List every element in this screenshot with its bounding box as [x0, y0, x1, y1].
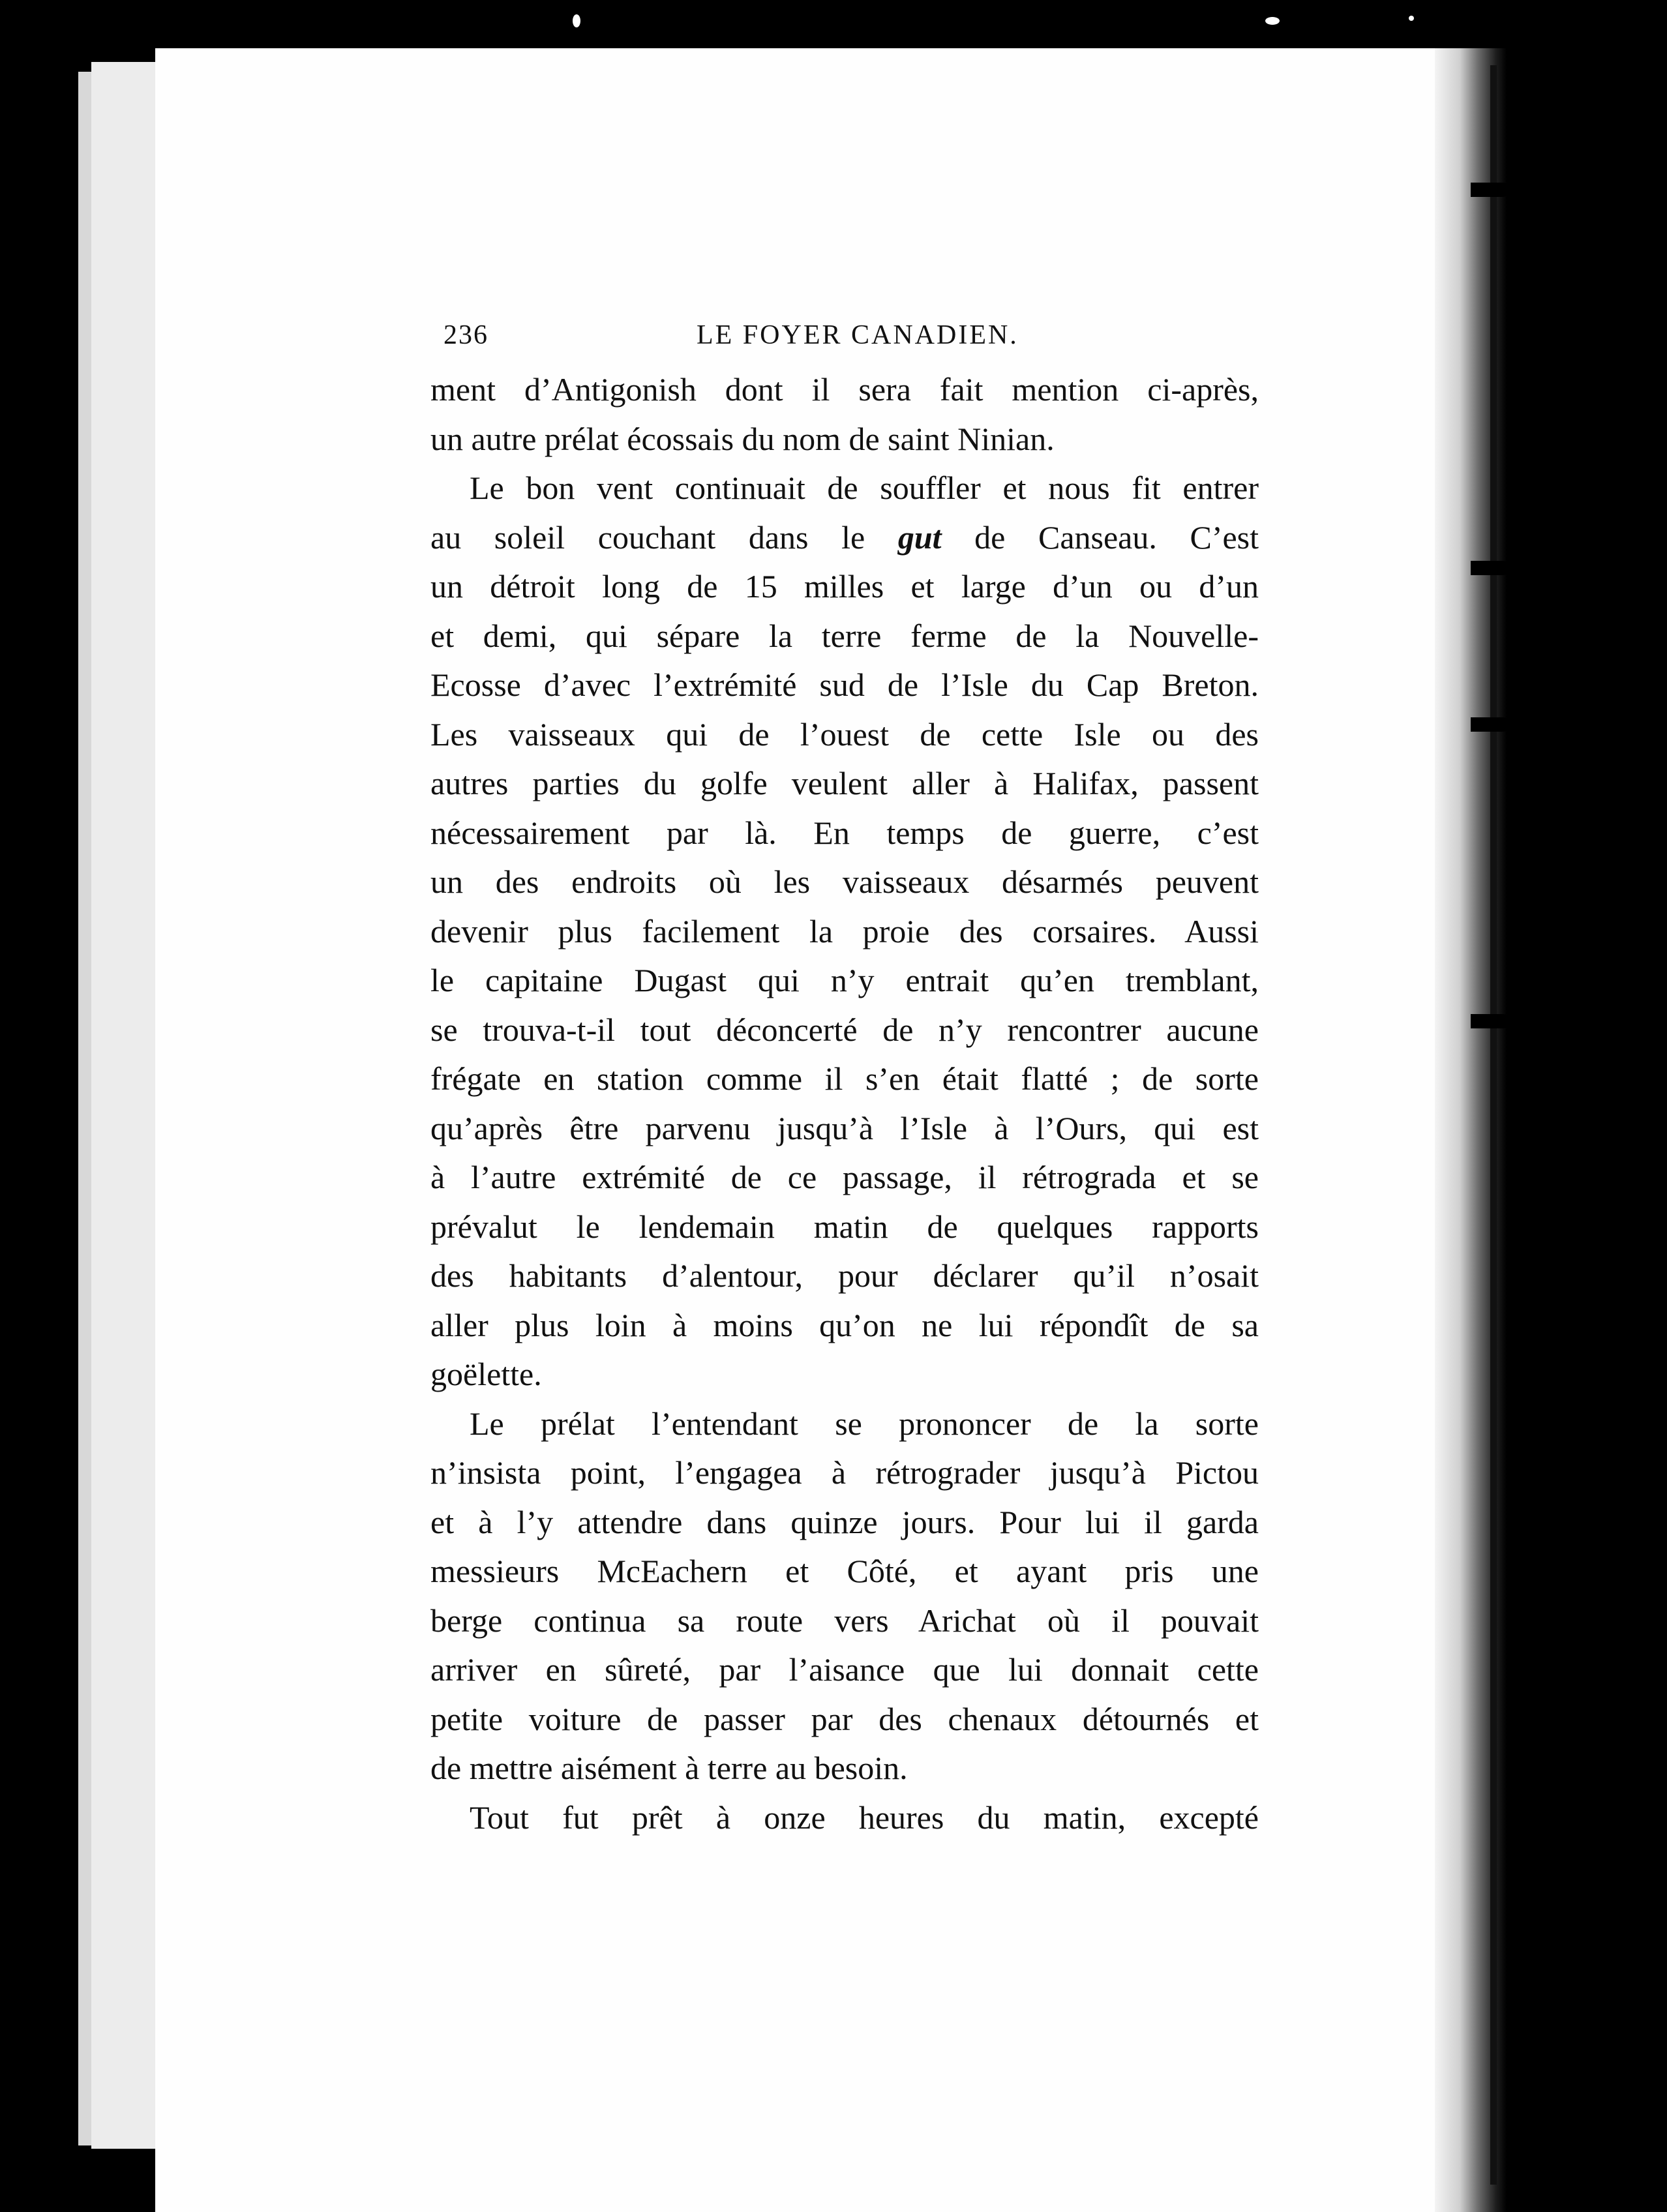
- page-number: 236: [443, 320, 488, 350]
- text-run: de Canseau. C’est: [974, 518, 1259, 556]
- text-line: des habitants d’alentour, pour déclarer qu’il n’osait: [430, 1257, 1259, 1294]
- text-line: messieurs McEachern et Côté, et ayant pris une: [430, 1553, 1259, 1589]
- text-line: à l’autre extrémité de ce passage, il rétrograda et se: [430, 1159, 1259, 1195]
- text-line: Tout fut prêt à onze heures du matin, excepté: [470, 1799, 1259, 1836]
- text-line: se trouva-t-il tout déconcerté de n’y rencontrer aucune: [430, 1011, 1259, 1048]
- scan-speck: [1265, 17, 1280, 25]
- text-line-with-italic: [430, 513, 1259, 563]
- binding-tab: [1471, 1014, 1510, 1028]
- text-line: et demi, qui sépare la terre ferme de la Nouvelle-: [430, 617, 1259, 654]
- running-title: LE FOYER CANADIEN.: [697, 320, 1019, 350]
- text-line: un autre prélat écossais du nom de saint Ninian.: [430, 420, 1055, 457]
- binding-edge-line: [1490, 65, 1497, 2185]
- text-line: Le prélat l’entendant se prononcer de la sorte: [470, 1405, 1259, 1442]
- text-line: n’insista point, l’engagea à rétrograder jusqu’à Pictou: [430, 1454, 1259, 1491]
- text-line: un des endroits où les vaisseaux désarmés peuvent: [430, 863, 1259, 900]
- text-line: ment d’Antigonish dont il sera fait mention ci-après,: [430, 371, 1259, 408]
- text-line: aller plus loin à moins qu’on ne lui répondît de sa: [430, 1306, 1259, 1343]
- text-line: qu’après être parvenu jusqu’à l’Isle à l’Ours, qui est: [430, 1109, 1259, 1146]
- scan-speck: [1409, 16, 1414, 21]
- text-line: berge continua sa route vers Arichat où il pouvait: [430, 1602, 1259, 1639]
- text-line: de mettre aisément à terre au besoin.: [430, 1750, 908, 1786]
- scan-speck: [573, 14, 580, 27]
- text-line: nécessairement par là. En temps de guerre, c’est: [430, 814, 1259, 851]
- text-line: goëlette.: [430, 1356, 542, 1392]
- text-line: devenir plus facilement la proie des corsaires. Aussi: [430, 912, 1259, 949]
- text-line: frégate en station comme il s’en était flatté ; de sorte: [430, 1060, 1259, 1097]
- text-line: prévalut le lendemain matin de quelques rapports: [430, 1208, 1259, 1245]
- binding-tab: [1471, 183, 1510, 197]
- body-text: [430, 365, 1259, 1842]
- italic-word: gut: [897, 518, 942, 556]
- binding-tab: [1471, 717, 1510, 732]
- text-line: un détroit long de 15 milles et large d’un ou d’un: [430, 568, 1259, 605]
- running-head: [430, 313, 1259, 365]
- text-line: Ecosse d’avec l’extrémité sud de l’Isle du Cap Breton.: [430, 666, 1259, 703]
- text-run: au soleil couchant dans le: [430, 518, 865, 556]
- text-line: Les vaisseaux qui de l’ouest de cette Isle ou des: [430, 715, 1259, 753]
- binding-tab: [1471, 561, 1510, 575]
- text-line: et à l’y attendre dans quinze jours. Pour lui il garda: [430, 1503, 1259, 1540]
- text-line: petite voiture de passer par des chenaux détournés et: [430, 1700, 1259, 1737]
- text-line: arriver en sûreté, par l’aisance que lui donnait cette: [430, 1651, 1259, 1688]
- text-line: le capitaine Dugast qui n’y entrait qu’en tremblant,: [430, 962, 1259, 998]
- scan-border-right: [1507, 48, 1667, 2212]
- text-line: autres parties du golfe veulent aller à Halifax, passent: [430, 765, 1259, 801]
- text-line: Le bon vent continuait de souffler et nous fit entrer: [470, 470, 1259, 506]
- page-text: [430, 313, 1259, 1842]
